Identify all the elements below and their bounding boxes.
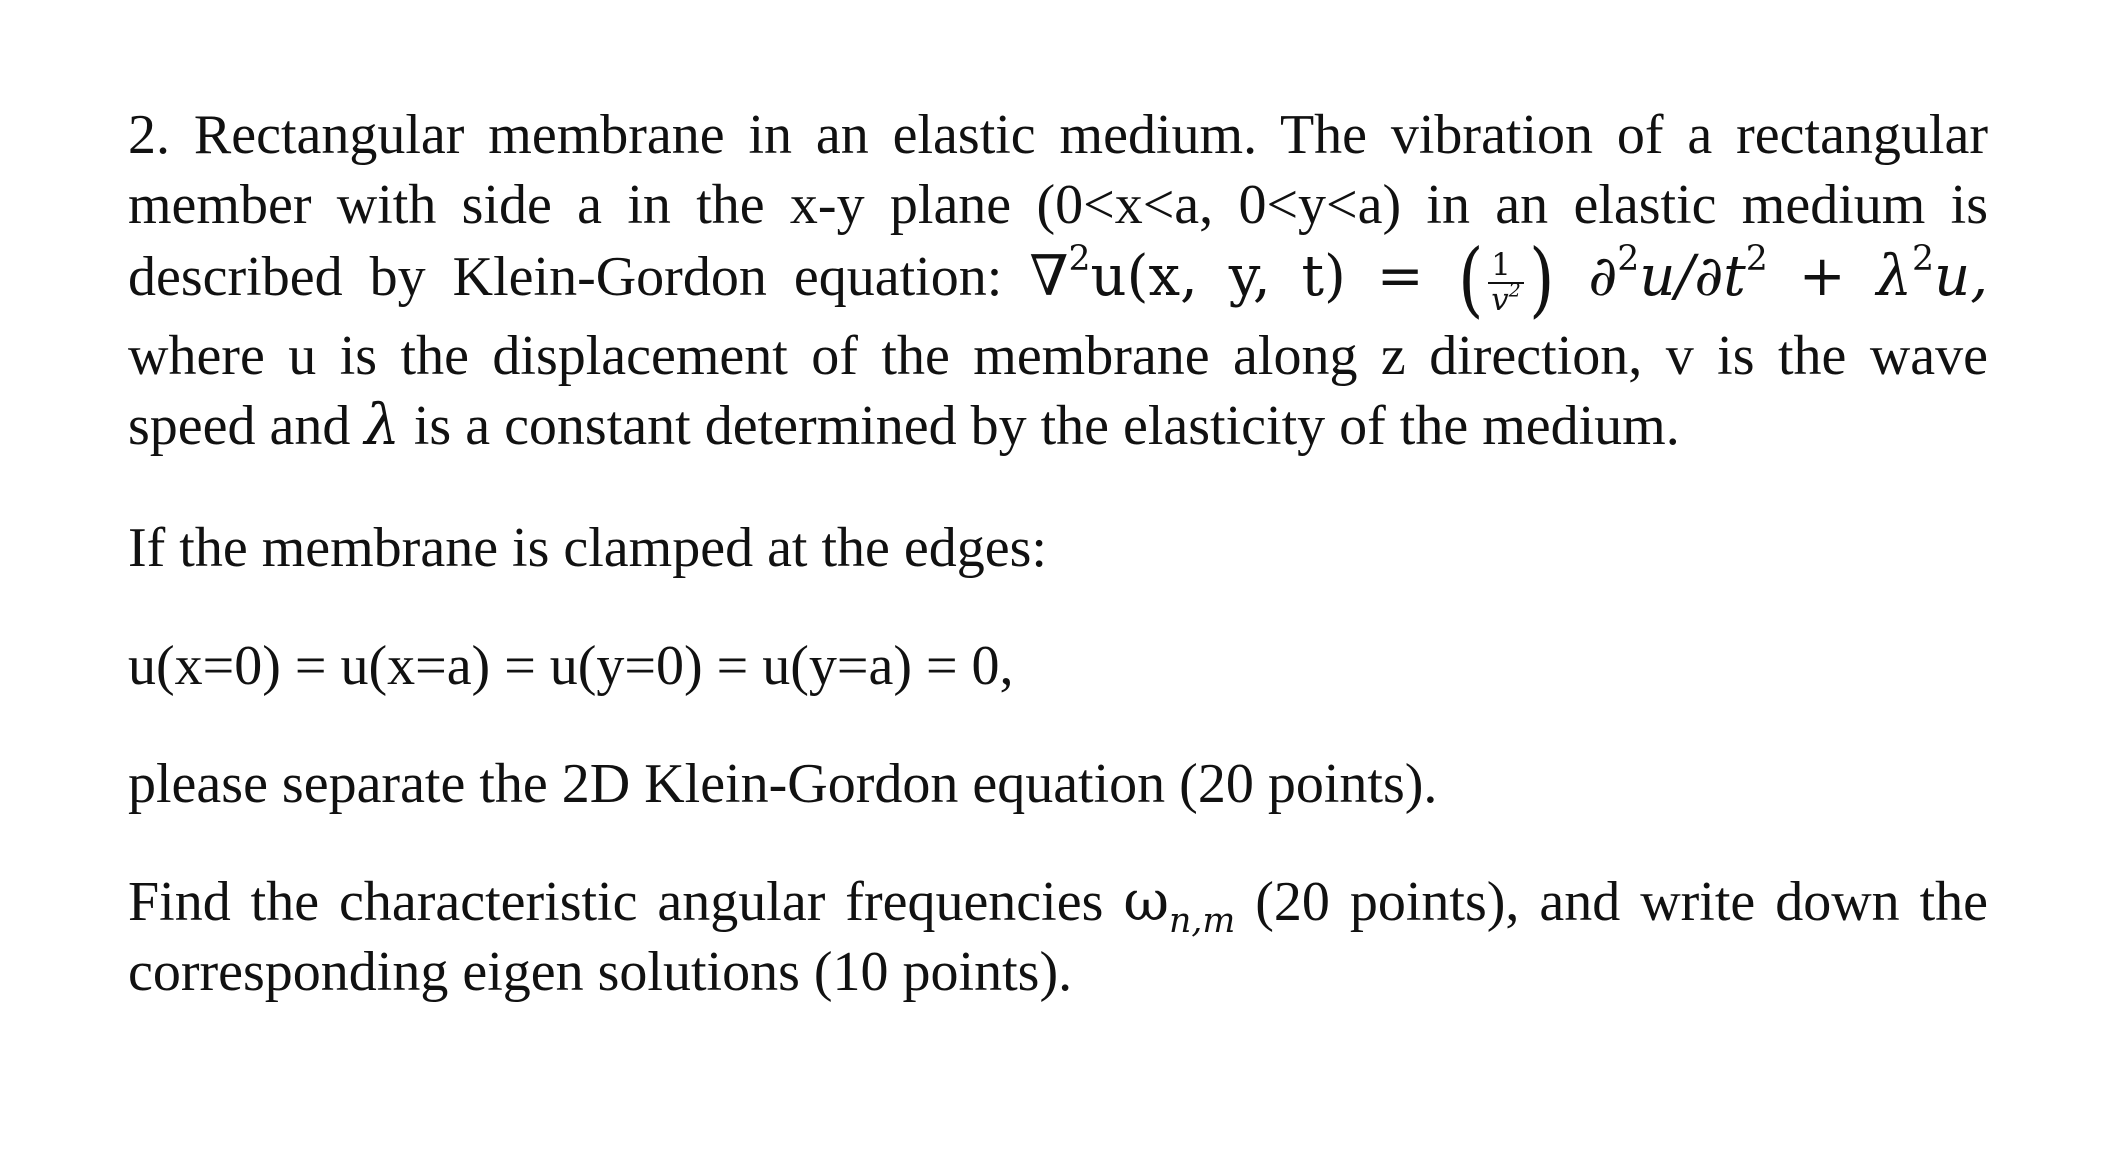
- problem-statement: [128, 100, 1988, 461]
- klein-gordon-equation: ∇$^2$u(x, y, t) = ( $\frac{1}{v^2}$ ) $\partial^2u/\partial t^2 + \lambda^2u$,: [1029, 233, 1988, 327]
- problem-intro: The vibration of a rectangular member with side a in the x-y plane (0<x<a, 0<y<a) in an elastic medium is described by Klein-Gordon equation:: [128, 104, 1988, 309]
- boundary-conditions: u(x=0) = u(x=a) = u(y=0) = u(y=a) = 0,: [128, 635, 1014, 698]
- clamped-condition-text: If the membrane is clamped at the edges:: [128, 517, 1047, 580]
- problem-closing: is a constant determined by the elasticity of the medium.: [399, 395, 1680, 458]
- lambda-symbol: λ: [364, 393, 400, 459]
- problem-after-equation: where u is the displacement of the membrane along z direction, v is the wave speed and: [128, 325, 1988, 458]
- equation-fraction: ( $\frac{1}{v^2}$ ): [1457, 233, 1555, 327]
- document-page: [128, 100, 1988, 1007]
- problem-number: 2.: [128, 104, 170, 166]
- task-find-frequencies: Find the characteristic angular frequencies $\omega_{n,m}$ (20 points), and write down the corresponding eigen solutions (10 points).: [128, 869, 1989, 1004]
- task-separate-equation: please separate the 2D Klein-Gordon equation (20 points).: [128, 753, 1438, 816]
- omega-symbol: $\omega_{n,m}$: [1123, 869, 1236, 942]
- problem-title: Rectangular membrane in an elastic medium.: [193, 104, 1258, 166]
